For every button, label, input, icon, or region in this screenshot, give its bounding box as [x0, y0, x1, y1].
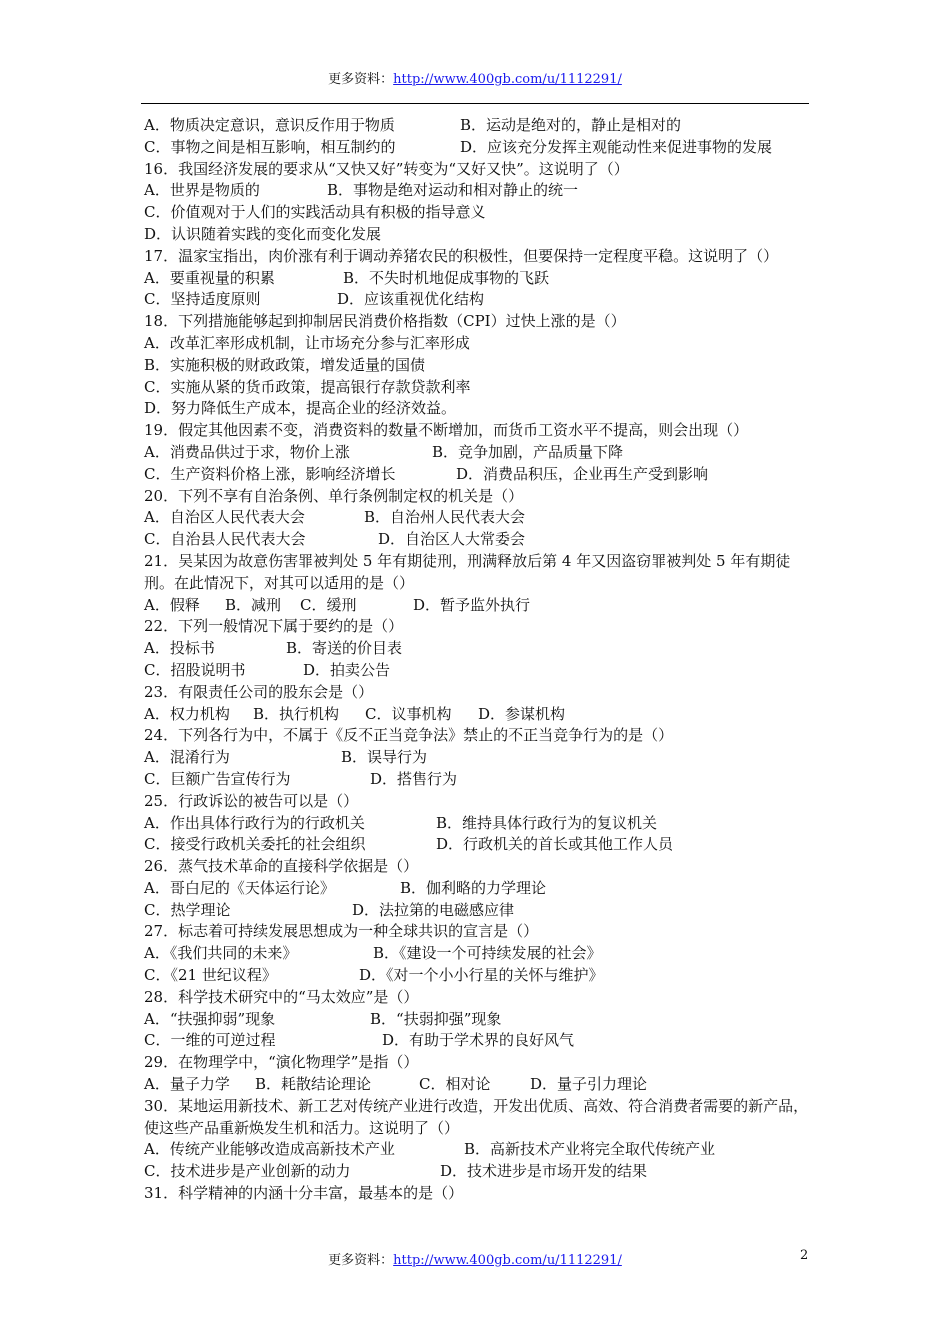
text-line	[144, 224, 812, 246]
option-text: D．法拉第的电磁感应律	[352, 900, 515, 919]
question-line	[144, 856, 812, 878]
option-text: D．应该充分发挥主观能动性来促进事物的发展	[460, 137, 773, 156]
question-line	[144, 311, 812, 333]
text-line	[144, 943, 812, 965]
text-line	[144, 202, 812, 224]
text-line	[144, 1030, 812, 1052]
option-text: C．相对论	[419, 1075, 491, 1094]
question-line	[144, 159, 812, 181]
option-text: A．混淆行为	[144, 748, 230, 767]
footer-link[interactable]: http://www.400gb.com/u/1112291/	[393, 1253, 622, 1268]
text-line	[144, 878, 812, 900]
text-line	[144, 398, 812, 420]
question-line	[144, 246, 812, 268]
option-text: D．认识随着实践的变化而变化发展	[144, 224, 382, 243]
option-text: A．“扶强抑弱”现象	[144, 1009, 276, 1028]
option-text: A．哥白尼的《天体运行论》	[144, 878, 335, 897]
option-text: C．缓刑	[300, 595, 357, 614]
option-text: C．实施从紧的货币政策，提高银行存款贷款利率	[144, 377, 471, 396]
text-line	[144, 660, 812, 682]
text-line	[144, 747, 812, 769]
text-line	[144, 377, 812, 399]
text-line	[144, 115, 812, 137]
question-line	[144, 551, 812, 595]
text-line	[144, 137, 812, 159]
question-text: 26．蒸气技术革命的直接科学依据是（）	[144, 857, 419, 876]
option-text: C．热学理论	[144, 900, 231, 919]
footer-label: 更多资料：	[328, 1253, 394, 1268]
question-text: 20．下列不享有自治条例、单行条例制定权的机关是（）	[144, 486, 524, 505]
option-text: C．坚持适度原则	[144, 290, 261, 309]
question-line	[144, 682, 812, 704]
option-text: A．消费品供过于求，物价上涨	[144, 442, 350, 461]
option-text: B．误导行为	[341, 748, 428, 767]
question-text: 28．科学技术研究中的“马太效应”是（）	[144, 987, 419, 1006]
text-line	[144, 704, 812, 726]
option-text: A．投标书	[144, 639, 215, 658]
question-text: 23．有限责任公司的股东会是（）	[144, 682, 374, 701]
page-header	[0, 68, 950, 87]
option-text: D．行政机关的首长或其他工作人员	[436, 835, 674, 854]
option-text: C．一维的可逆过程	[144, 1031, 276, 1050]
question-text: 16．我国经济发展的要求从“又快又好”转变为“又好又快”。这说明了（）	[144, 159, 629, 178]
option-text: D．搭售行为	[370, 769, 458, 788]
question-text: 31．科学精神的内涵十分丰富，最基本的是（）	[144, 1184, 464, 1203]
option-text: B．自治州人民代表大会	[364, 508, 526, 527]
text-line	[144, 289, 812, 311]
option-text: B．《建设一个可持续发展的社会》	[373, 944, 602, 963]
question-line	[144, 420, 812, 442]
text-line	[144, 595, 812, 617]
question-line	[144, 1183, 812, 1205]
option-text: B．执行机构	[253, 704, 340, 723]
option-text: B．运动是绝对的，静止是相对的	[460, 116, 682, 134]
option-text: C．巨额广告宣传行为	[144, 769, 291, 788]
option-text: D．暂予监外执行	[413, 595, 531, 614]
option-text: D．消费品积压，企业再生产受到影响	[456, 464, 709, 483]
question-text: 22．下列一般情况下属于要约的是（）	[144, 617, 404, 636]
question-text: 19．假定其他因素不变，消费资料的数量不断增加，而货币工资水平不提高，则会出现（）	[144, 421, 749, 440]
option-text: C．《21 世纪议程》	[144, 966, 277, 985]
text-line	[144, 1161, 812, 1183]
option-text: D．努力降低生产成本，提高企业的经济效益。	[144, 399, 457, 418]
option-text: B．不失时机地促成事物的飞跃	[343, 268, 550, 287]
option-text: C．技术进步是产业创新的动力	[144, 1162, 351, 1181]
question-text: 18．下列措施能够起到抑制居民消费价格指数（CPI）过快上涨的是（）	[144, 312, 626, 331]
text-line	[144, 1074, 812, 1096]
option-text: B．事物是绝对运动和相对静止的统一	[327, 181, 579, 200]
text-line	[144, 268, 812, 290]
text-line	[144, 180, 812, 202]
question-line	[144, 1052, 812, 1074]
option-text: D．拍卖公告	[303, 660, 391, 679]
option-text: D．参谋机构	[478, 704, 566, 723]
option-text: C．招股说明书	[144, 660, 246, 679]
question-text: 21．吴某因为故意伤害罪被判处 5 年有期徒刑，刑满释放后第 4 年又因盗窃罪被判处 5 年有期徒刑。在此情况下，对其可以适用的是（）	[144, 551, 791, 592]
option-text: B．耗散结论理论	[255, 1075, 372, 1094]
option-text: B．“扶弱抑强”现象	[370, 1009, 502, 1028]
text-line	[144, 1009, 812, 1031]
option-text: B．减刑	[225, 595, 282, 614]
question-line	[144, 1096, 812, 1140]
option-text: C．接受行政机关委托的社会组织	[144, 835, 366, 854]
option-text: A．量子力学	[144, 1075, 230, 1094]
question-line	[144, 725, 812, 747]
option-text: A．《我们共同的未来》	[144, 944, 298, 963]
option-text: B．高新技术产业将完全取代传统产业	[464, 1140, 716, 1159]
question-text: 17．温家宝指出，肉价涨有利于调动养猪农民的积极性，但要保持一定程度平稳。这说明了（）	[144, 246, 779, 265]
option-text: C．生产资料价格上涨，影响经济增长	[144, 464, 396, 483]
text-line	[144, 834, 812, 856]
option-text: B．维持具体行政行为的复议机关	[436, 813, 658, 832]
option-text: D．应该重视优化结构	[337, 290, 485, 309]
question-text: 25．行政诉讼的被告可以是（）	[144, 791, 359, 810]
text-line	[144, 355, 812, 377]
option-text: A．传统产业能够改造成高新技术产业	[144, 1140, 395, 1159]
text-line	[144, 333, 812, 355]
option-text: B．实施积极的财政政策，增发适量的国债	[144, 355, 426, 374]
text-line	[144, 900, 812, 922]
option-text: A．权力机构	[144, 704, 230, 723]
option-text: A．物质决定意识，意识反作用于物质	[144, 116, 395, 134]
option-text: D．有助于学术界的良好风气	[382, 1031, 575, 1050]
option-text: D．技术进步是市场开发的结果	[440, 1162, 648, 1181]
text-line	[144, 1139, 812, 1161]
page-number: 2	[800, 1248, 809, 1263]
option-text: C．议事机构	[365, 704, 452, 723]
option-text: A．假释	[144, 595, 200, 614]
header-rule	[141, 103, 809, 104]
text-line	[144, 507, 812, 529]
text-line	[144, 464, 812, 486]
text-line	[144, 965, 812, 987]
text-line	[144, 638, 812, 660]
question-text: 24．下列各行为中，不属于《反不正当竞争法》禁止的不正当竞争行为的是（）	[144, 726, 674, 745]
text-line	[144, 813, 812, 835]
option-text: C．事物之间是相互影响，相互制约的	[144, 137, 396, 156]
option-text: A．要重视量的积累	[144, 268, 275, 287]
question-text: 30．某地运用新技术、新工艺对传统产业进行改造，开发出优质、高效、符合消费者需要的新产品，使这些产品重新焕发生机和活力。这说明了（）	[144, 1096, 809, 1137]
question-line	[144, 616, 812, 638]
option-text: A．作出具体行政行为的行政机关	[144, 813, 365, 832]
option-text: B．寄送的价目表	[286, 639, 403, 658]
option-text: A．自治区人民代表大会	[144, 508, 305, 527]
text-line	[144, 769, 812, 791]
option-text: C．价值观对于人们的实践活动具有积极的指导意义	[144, 203, 486, 222]
question-line	[144, 987, 812, 1009]
text-line	[144, 442, 812, 464]
question-line	[144, 791, 812, 813]
option-text: A．改革汇率形成机制，让市场充分参与汇率形成	[144, 333, 470, 352]
question-text: 29．在物理学中，“演化物理学”是指（）	[144, 1053, 419, 1072]
option-text: B．竞争加剧，产品质量下降	[432, 442, 624, 461]
option-text: D．《对一个小小行星的关怀与维护》	[359, 966, 604, 985]
question-line	[144, 921, 812, 943]
option-text: D．量子引力理论	[530, 1075, 648, 1094]
option-text: A．世界是物质的	[144, 181, 260, 200]
option-text: B．伽利略的力学理论	[400, 878, 547, 897]
header-link[interactable]: http://www.400gb.com/u/1112291/	[393, 72, 622, 87]
option-text: C．自治县人民代表大会	[144, 530, 306, 549]
header-label: 更多资料：	[328, 72, 394, 87]
text-line	[144, 529, 812, 551]
question-body	[144, 115, 812, 1205]
option-text: D．自治区人大常委会	[378, 530, 526, 549]
question-text: 27．标志着可持续发展思想成为一种全球共识的宣言是（）	[144, 922, 539, 941]
question-line	[144, 486, 812, 508]
